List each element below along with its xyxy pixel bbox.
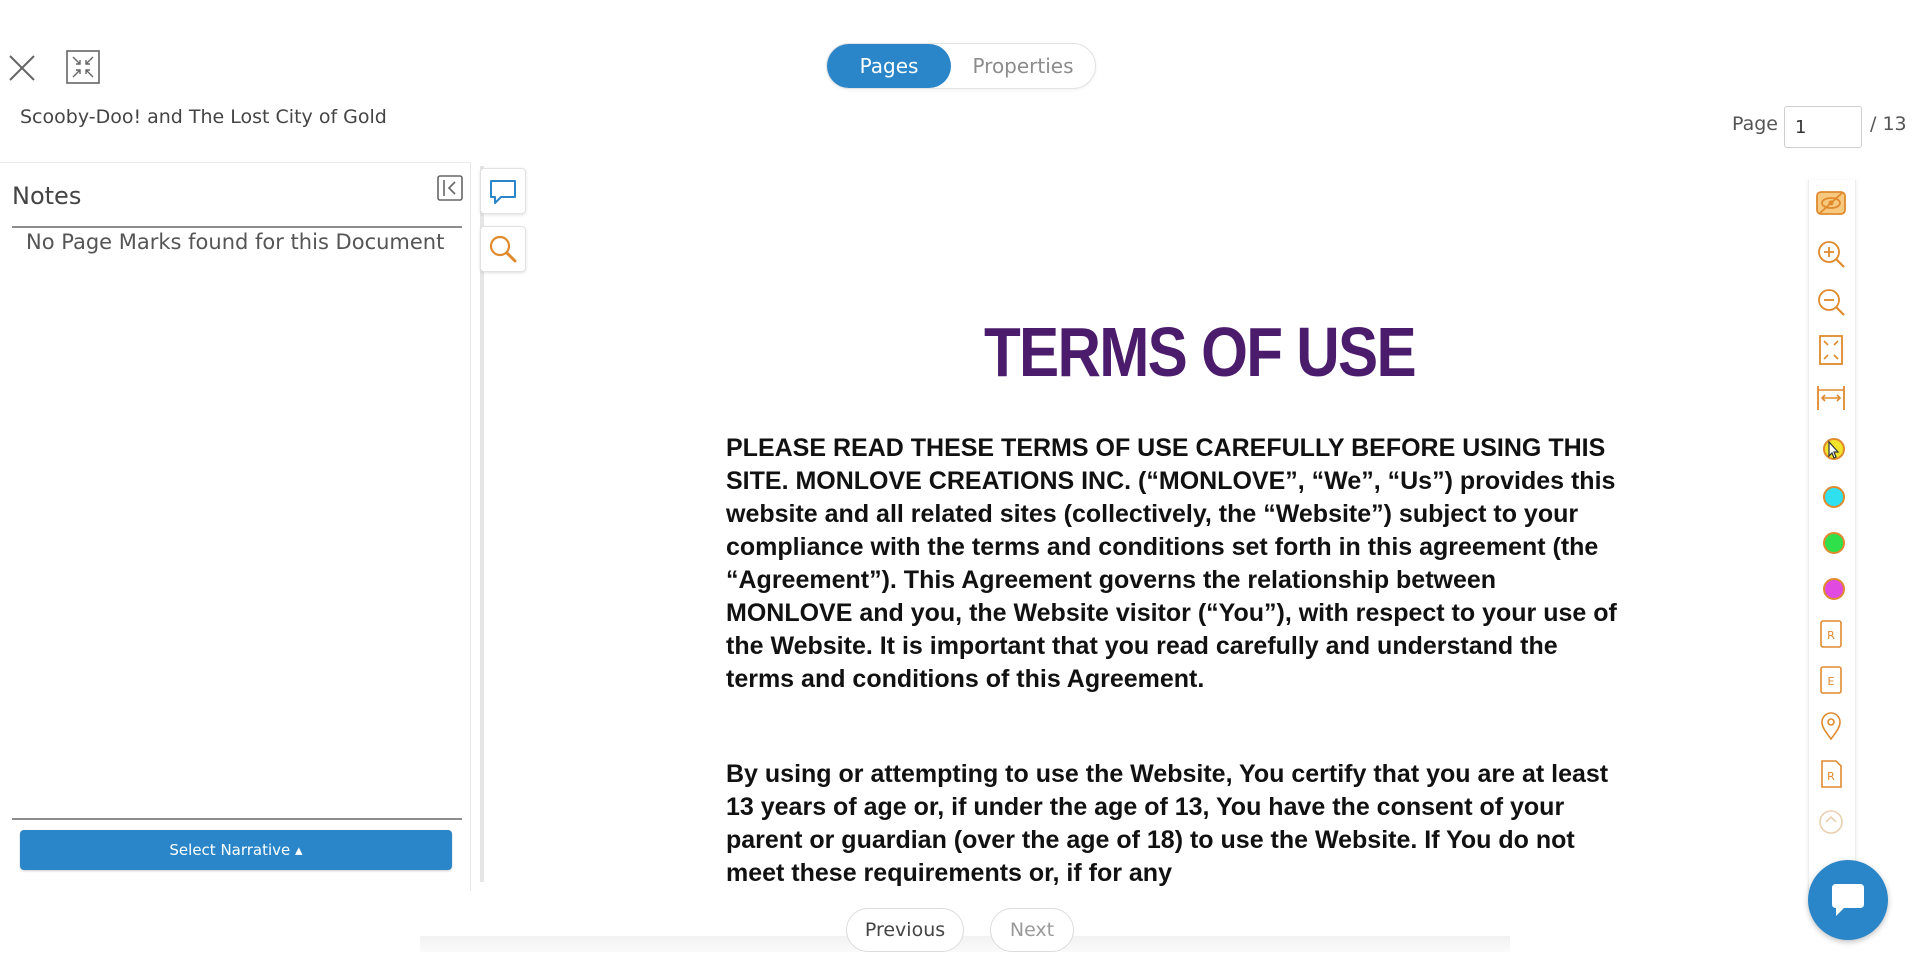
notes-title: Notes: [12, 182, 82, 210]
tab-pages[interactable]: Pages: [827, 44, 951, 88]
document-heading: TERMS OF USE: [984, 313, 1415, 391]
view-tabs: [826, 43, 1096, 89]
location-pin-icon[interactable]: [1813, 708, 1849, 744]
chat-bubble-icon: [1808, 860, 1888, 940]
highlight-magenta-icon[interactable]: [1813, 568, 1849, 604]
notes-panel: [0, 162, 471, 891]
highlight-green-icon[interactable]: [1813, 522, 1849, 558]
previous-page-button[interactable]: Previous: [846, 908, 964, 952]
green-swatch: [1823, 532, 1845, 554]
next-page-button[interactable]: Next: [990, 908, 1074, 952]
highlight-cyan-icon[interactable]: [1813, 476, 1849, 512]
zoom-out-icon[interactable]: [1813, 284, 1849, 320]
notes-divider: [12, 226, 462, 228]
report-icon[interactable]: [1813, 756, 1849, 792]
svg-text:R: R: [1827, 629, 1835, 642]
collapse-panel-icon[interactable]: [436, 174, 464, 202]
select-narrative-button[interactable]: Select Narrative ▴: [20, 830, 452, 870]
notes-divider-bottom: [12, 818, 462, 820]
document-paragraph: PLEASE READ THESE TERMS OF USE CAREFULLY BEFORE USING THIS SITE. MONLOVE CREATIONS INC. (“MONLOVE”, “We”, “Us”) provides this website and all related sites (collectively, the “Website”) subject to your compliance with the terms and conditions set forth in this agreement (the “Agreement”). This Agreement governs the relationship between MONLOVE and you, the Website visitor (“You”), with respect to your use of the Website. It is important that you read carefully and understand the terms and conditions of this Agreement.: [726, 434, 1617, 693]
pager-shadow: [420, 936, 1510, 952]
pointer-cursor-icon: [1821, 436, 1857, 472]
exit-fullscreen-icon[interactable]: [64, 48, 102, 86]
highlight-yellow-icon[interactable]: [1813, 428, 1849, 464]
notes-empty-message: No Page Marks found for this Document: [26, 230, 445, 254]
document-title: Scooby-Doo! and The Lost City of Gold: [20, 106, 387, 128]
document-paragraph: By using or attempting to use the Website, You certify that you are at least 13 years of age or, if under the age of 13, You have the consent of your parent or guardian (over the age of 18) to use the Website. If You do not meet these requirements or, if for any: [726, 760, 1609, 887]
document-viewer[interactable]: [484, 162, 1810, 890]
fit-width-icon[interactable]: [1813, 380, 1849, 416]
magenta-swatch: [1823, 578, 1845, 600]
page-number-input[interactable]: [1784, 106, 1862, 148]
svg-text:E: E: [1827, 675, 1835, 688]
page-total: / 13: [1870, 113, 1907, 135]
page-label: Page: [1732, 113, 1778, 135]
exhibit-icon[interactable]: [1813, 662, 1849, 698]
svg-text:R: R: [1827, 770, 1835, 783]
redact-icon[interactable]: [1813, 616, 1849, 652]
zoom-in-icon[interactable]: [1813, 236, 1849, 272]
close-icon[interactable]: [4, 50, 40, 86]
tab-properties[interactable]: Properties: [972, 54, 1074, 78]
cyan-swatch: [1823, 486, 1845, 508]
rotate-icon[interactable]: [1813, 804, 1849, 840]
chat-button[interactable]: [1808, 860, 1888, 940]
fit-page-icon[interactable]: [1813, 332, 1849, 368]
hide-annotations-icon[interactable]: [1813, 186, 1849, 222]
